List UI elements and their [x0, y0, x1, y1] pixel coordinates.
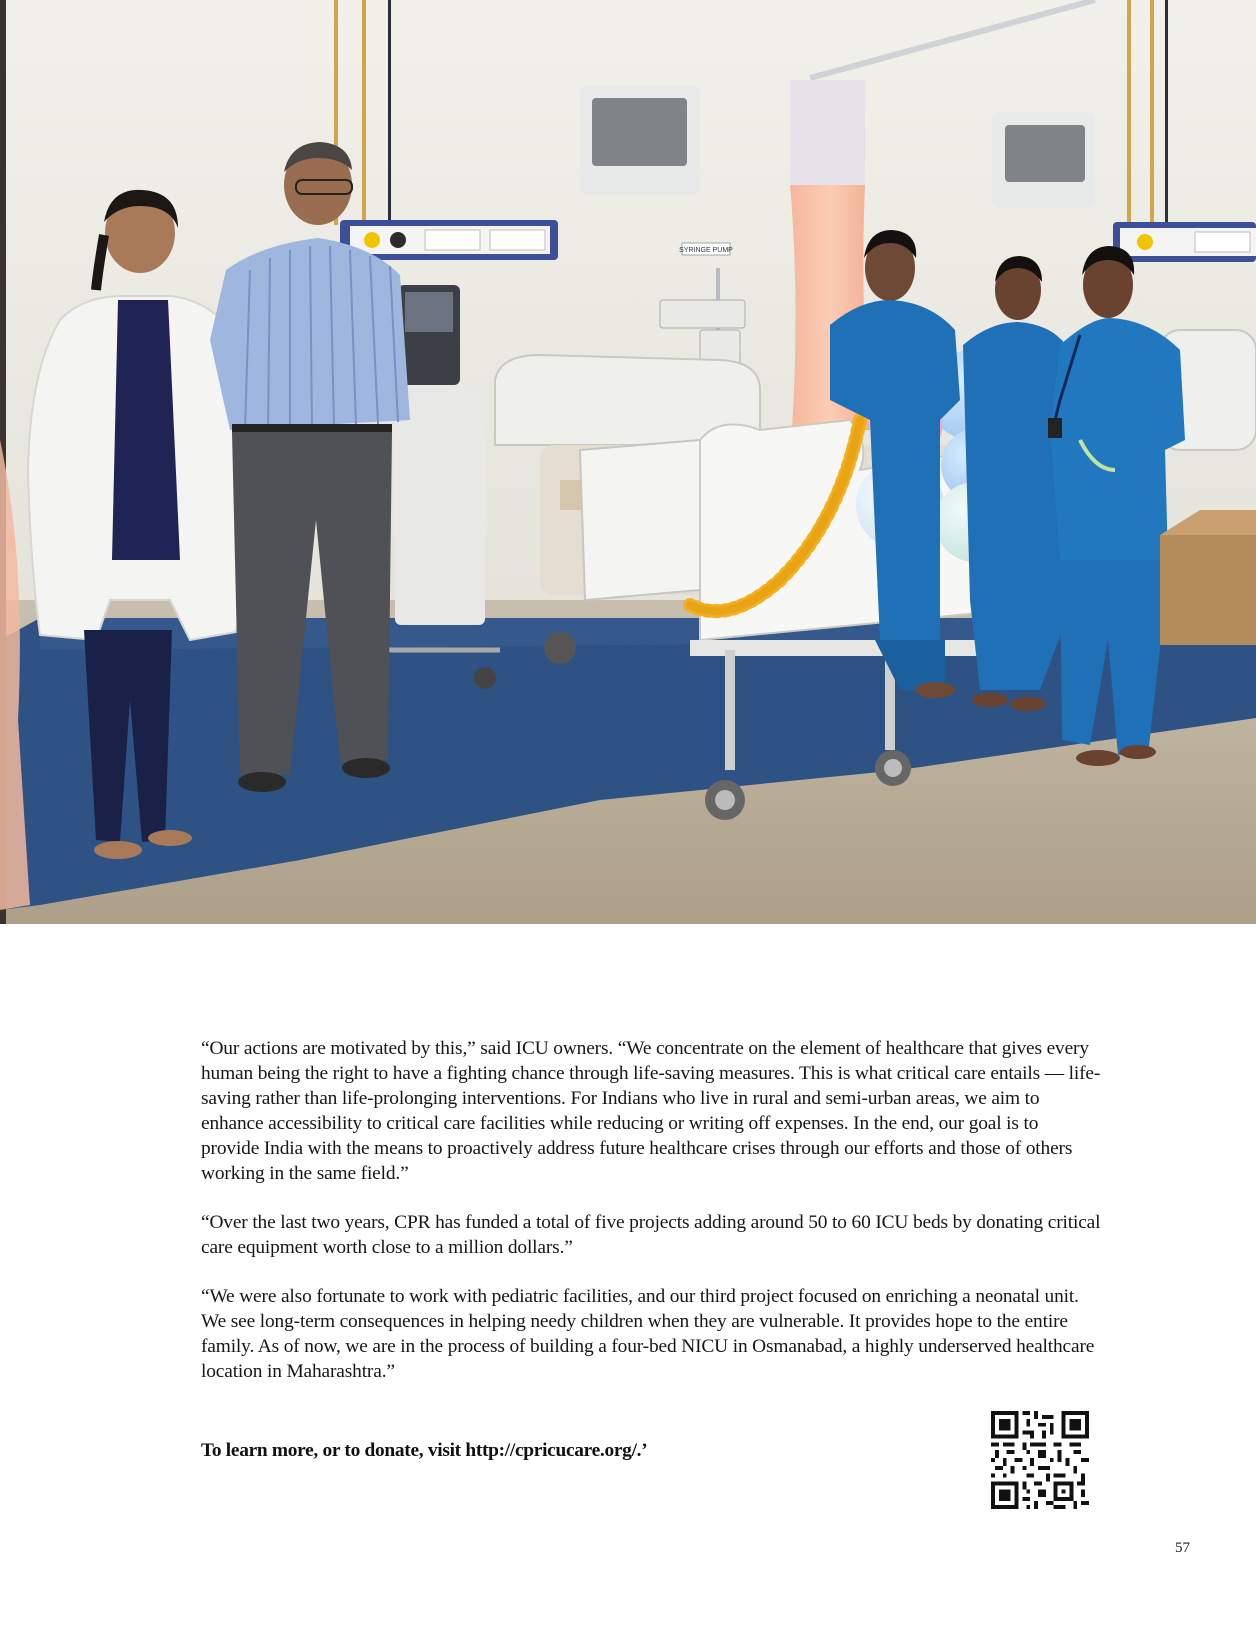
page-number: 57: [1175, 1540, 1190, 1556]
article-body: [201, 1036, 1101, 1408]
donate-call-to-action[interactable]: To learn more, or to donate, visit http://cpricucare.org/.’: [201, 1440, 648, 1461]
qr-code-icon[interactable]: [991, 1411, 1089, 1509]
article-paragraph-3: “We were also fortunate to work with pediatric facilities, and our third project focused on enriching a neonatal unit. We see long-term consequences in helping needy children when they are vulnerable. It provides hope to the entire family. As of now, we are in the process of building a four-bed NICU in Osmanabad, a highly underserved healthcare location in Maharashtra.”: [201, 1286, 1095, 1382]
article-paragraph-1: “Our actions are motivated by this,” said ICU owners. “We concentrate on the element of healthcare that gives every human being the right to have a fighting chance through life-saving measures. This is what critical care entails — life-saving rather than life-prolonging interventions. For Indians who live in rural and semi-urban areas, we aim to enhance accessibility to critical care facilities while reducing or writing off expenses. In the end, our goal is to provide India with the means to proactively address future healthcare crises through our efforts and those of others working in the same field.”: [201, 1038, 1101, 1184]
syringe-pump-sign: SYRINGE PUMP: [679, 247, 733, 254]
article-paragraph-2: “Over the last two years, CPR has funded a total of five projects adding around 50 to 60 ICU beds by donating critical care equipment worth close to a million dollars.”: [201, 1212, 1101, 1258]
